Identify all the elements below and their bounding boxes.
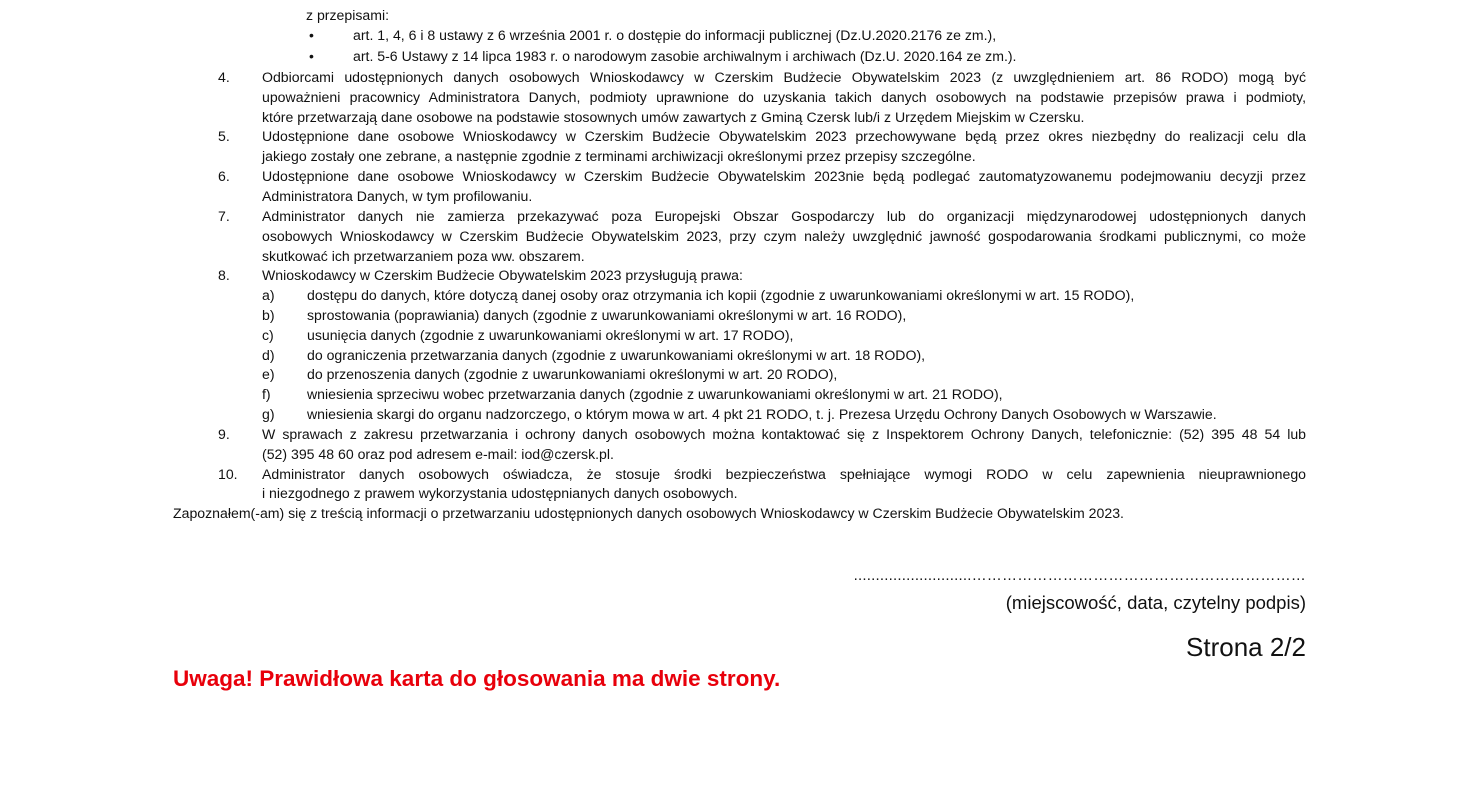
rights-letter: c) bbox=[262, 327, 274, 343]
item-5-line: Udostępnione dane osobowe Wnioskodawcy w Czerskim Budżecie Obywatelskim 2023 przechowywane będą przez okres niezbędny do realizacji celu dla bbox=[262, 128, 1306, 144]
list-number: 5. bbox=[218, 128, 230, 144]
rights-item: wniesienia sprzeciwu wobec przetwarzania danych (zgodnie z uwarunkowaniami określonymi w art. 21 RODO), bbox=[307, 386, 1003, 402]
item-7-line: skutkować ich przetwarzaniem poza ww. obszarem. bbox=[262, 248, 585, 264]
item-10-line: Administrator danych osobowych oświadcza, że stosuje środki bezpieczeństwa spełniające wymogi RODO w celu zapewnienia nieuprawnionego bbox=[262, 466, 1306, 482]
item-7-line: Administrator danych nie zamierza przekazywać poza Europejski Obszar Gospodarczy lub do organizacji międzynarodowej udostępnionych danych bbox=[262, 208, 1306, 224]
legal-basis-bullet: art. 5-6 Ustawy z 14 lipca 1983 r. o narodowym zasobie archiwalnym i archiwach (Dz.U. 2020.164 ze zm.). bbox=[353, 48, 1017, 64]
item-4-line: które przetwarzają dane osobowe na podstawie stosownych umów zawartych z Gminą Czersk lub/i z Urzędem Miejskim w Czersku. bbox=[262, 109, 1085, 125]
rights-letter: b) bbox=[262, 307, 275, 323]
list-number: 8. bbox=[218, 267, 230, 283]
rights-letter: a) bbox=[262, 287, 275, 303]
rights-letter: d) bbox=[262, 347, 275, 363]
list-number: 7. bbox=[218, 208, 230, 224]
acknowledgement-statement: Zapoznałem(-am) się z treścią informacji o przetwarzaniu udostępnionych danych osobowych Wnioskodawcy w Czerskim Budżecie Obywatelskim 2023. bbox=[173, 505, 1124, 521]
item-8-line: Wnioskodawcy w Czerskim Budżecie Obywatelskim 2023 przysługują prawa: bbox=[262, 267, 743, 283]
list-number: 10. bbox=[218, 466, 238, 482]
rights-letter: f) bbox=[262, 386, 271, 402]
rights-letter: g) bbox=[262, 406, 275, 422]
item-6-line: Udostępnione dane osobowe Wnioskodawcy w Czerskim Budżecie Obywatelskim 2023nie będą podlegać zautomatyzowanemu podejmowaniu decyzji przez bbox=[262, 168, 1306, 184]
item-7-line: osobowych Wnioskodawcy w Czerskim Budżecie Obywatelskim 2023, przy czym należy uwzględnić jawność gospodarowania środkami publicznymi, co może bbox=[262, 228, 1306, 244]
item-3-continuation: z przepisami: bbox=[306, 7, 390, 23]
item-9-line: W sprawach z zakresu przetwarzania i ochrony danych osobowych można kontaktować się z Inspektorem Ochrony Danych, telefonicznie: (52) 395 48 54 lub bbox=[262, 426, 1306, 442]
rights-item: usunięcia danych (zgodnie z uwarunkowaniami określonymi w art. 17 RODO), bbox=[307, 327, 794, 343]
warning-notice: Uwaga! Prawidłowa karta do głosowania ma dwie strony. bbox=[173, 666, 781, 691]
legal-basis-bullet: art. 1, 4, 6 i 8 ustawy z 6 września 2001 r. o dostępie do informacji publicznej (Dz.U.2020.2176 ze zm.), bbox=[353, 27, 997, 43]
signature-line: ...........................………………………………………………………… bbox=[853, 567, 1306, 584]
item-10-line: i niezgodnego z prawem wykorzystania udostępnianych danych osobowych. bbox=[262, 485, 738, 501]
rights-item: wniesienia skargi do organu nadzorczego, o którym mowa w art. 4 pkt 21 RODO, t. j. Prezesa Urzędu Ochrony Danych Osobowych w Warszawie. bbox=[307, 406, 1217, 422]
list-number: 6. bbox=[218, 168, 230, 184]
page-number: Strona 2/2 bbox=[1186, 632, 1306, 662]
bullet-symbol: • bbox=[309, 27, 314, 43]
list-number: 4. bbox=[218, 69, 230, 85]
rights-item: dostępu do danych, które dotyczą danej osoby oraz otrzymania ich kopii (zgodnie z uwarunkowaniami określonymi w art. 15 RODO), bbox=[307, 287, 1135, 303]
rights-item: sprostowania (poprawiania) danych (zgodnie z uwarunkowaniami określonymi w art. 16 RODO), bbox=[307, 307, 907, 323]
item-4-line: upoważnieni pracownicy Administratora Danych, podmioty uprawnione do uzyskania takich danych osobowych na podstawie przepisów prawa i podmioty, bbox=[262, 89, 1306, 105]
item-6-line: Administratora Danych, w tym profilowaniu. bbox=[262, 188, 533, 204]
signature-caption: (miejscowość, data, czytelny podpis) bbox=[1005, 592, 1306, 613]
list-number: 9. bbox=[218, 426, 230, 442]
bullet-symbol: • bbox=[309, 48, 314, 64]
item-9-line: (52) 395 48 60 oraz pod adresem e-mail: iod@czersk.pl. bbox=[262, 446, 614, 462]
rights-letter: e) bbox=[262, 366, 275, 382]
item-5-line: jakiego zostały one zebrane, a następnie zgodnie z terminami archiwizacji określonymi przez przepisy szczególne. bbox=[262, 148, 976, 164]
rights-item: do ograniczenia przetwarzania danych (zgodnie z uwarunkowaniami określonymi w art. 18 RODO), bbox=[307, 347, 926, 363]
item-4-line: Odbiorcami udostępnionych danych osobowych Wnioskodawcy w Czerskim Budżecie Obywatelskim 2023 (z uwzględnieniem art. 86 RODO) mogą być bbox=[262, 69, 1306, 85]
rights-item: do przenoszenia danych (zgodnie z uwarunkowaniami określonymi w art. 20 RODO), bbox=[307, 366, 838, 382]
